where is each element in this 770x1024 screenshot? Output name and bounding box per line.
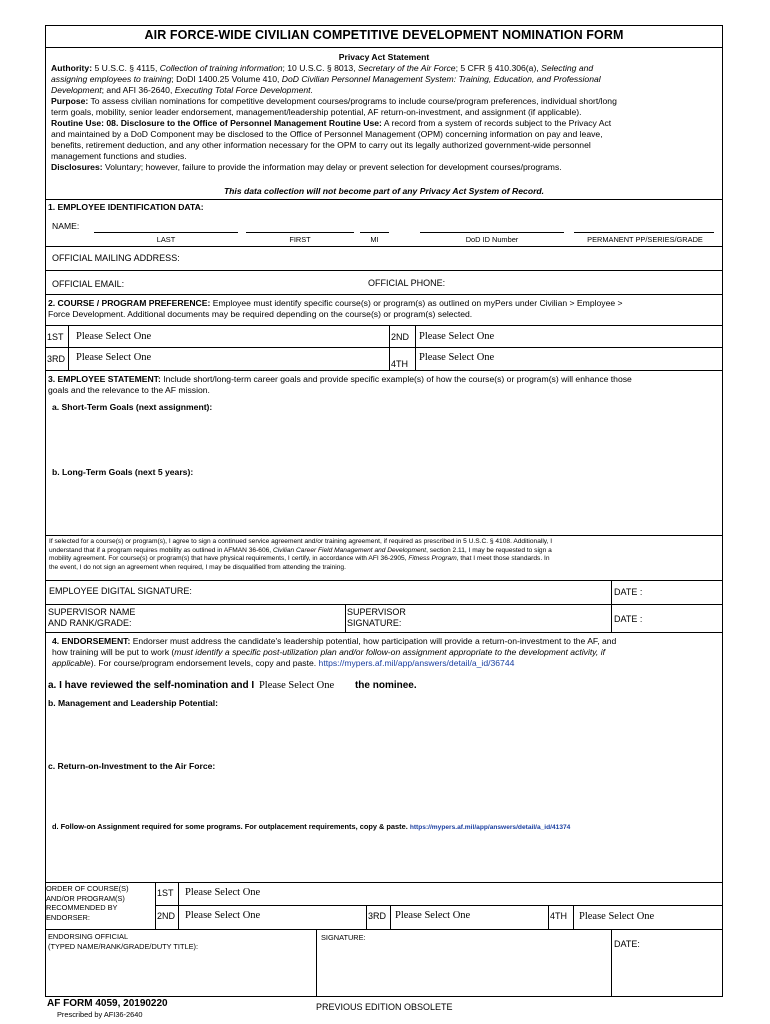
endorser-3rd-select[interactable]: Please Select One — [395, 910, 471, 921]
followon-label: d. Follow-on Assignment required for some programs. For outplacement requirements, copy & paste. https://mypers.af.mil/app/answers/detail/a_id/41374 — [52, 822, 571, 831]
endorser-2nd-label: 2ND — [157, 911, 176, 921]
endorser-1st-label: 1ST — [157, 888, 174, 898]
endorsement-levels-link[interactable]: https://mypers.af.mil/app/answers/detail/a_id/36744 — [318, 658, 515, 668]
dod-id-label: DoD ID Number — [465, 235, 519, 244]
section2-text: 2. COURSE / PROGRAM PREFERENCE: Employee must identify specific course(s) or program(s) as outlined on myPers under Civilian > Employee > Force Development. Additional documents may be required depending on the course(s) or program(s) selected. — [48, 298, 623, 319]
management-label: b. Management and Leadership Potential: — [48, 698, 218, 708]
endorser-signature-field[interactable] — [320, 945, 608, 993]
order-label: ORDER OF COURSE(S) AND/OR PROGRAM(S) RECOMMENDED BY ENDORSER: — [46, 884, 129, 922]
prescribed-by: Prescribed by AFI36-2640 — [57, 1010, 143, 1019]
outplacement-link[interactable]: https://mypers.af.mil/app/answers/detail/a_id/41374 — [409, 824, 571, 831]
first-label: FIRST — [289, 235, 311, 244]
phone-label: OFFICIAL PHONE: — [368, 278, 446, 288]
pref-3rd-label: 3RD — [47, 354, 66, 364]
form-id: AF FORM 4059, 20190220 — [47, 998, 168, 1009]
employee-signature-field[interactable] — [220, 582, 605, 600]
permanent-label: PERMANENT PP/SERIES/GRADE — [587, 235, 703, 244]
pref-4th-label: 4TH — [391, 359, 409, 369]
endorser-2nd-select[interactable]: Please Select One — [185, 910, 261, 921]
endorser-3rd-label: 3RD — [368, 911, 387, 921]
management-input[interactable] — [50, 710, 718, 758]
mi-field[interactable] — [360, 232, 389, 233]
mailing-address-input[interactable] — [200, 250, 718, 268]
supervisor-name-label: SUPERVISOR NAME AND RANK/GRADE: — [48, 607, 136, 628]
privacy-closing: This data collection will not become part of any Privacy Act System of Record. — [223, 186, 545, 196]
previous-edition: PREVIOUS EDITION OBSOLETE — [316, 1002, 453, 1012]
email-label: OFFICIAL EMAIL: — [52, 279, 125, 289]
employee-signature-label: EMPLOYEE DIGITAL SIGNATURE: — [49, 586, 192, 596]
pref-3rd-select[interactable]: Please Select One — [76, 352, 152, 363]
roi-input[interactable] — [50, 773, 718, 819]
section3-text: 3. EMPLOYEE STATEMENT: Include short/long-term career goals and provide specific example(s) of how the course(s) or program(s) will enhance those goals and the relevance to the AF mission. — [48, 374, 632, 395]
endorsing-official-label: ENDORSING OFFICIAL (TYPED NAME/RANK/GRADE/DUTY TITLE): — [48, 932, 199, 951]
agreement-text: If selected for a course(s) or program(s), I agree to sign a continued service agreement and/or training agreement, if required as prescribed in 5 U.S.C. § 4108. Additionally, I understand that if a program requires mobility as outlined in AFMAN 36-606, Civilian Career Field Management and Development, section 2.11, I may be requested to sign a mobility agreement. For course(s) or program(s) that have physical requirements, I certify, in accordance with AFI 36-2905, Fitness Program, that I meet those standards. In the event, I do not sign an agreement when required, I may be disqualified from attending the training. — [49, 538, 553, 571]
long-term-input[interactable] — [50, 479, 718, 531]
roi-label: c. Return-on-Investment to the Air Force: — [48, 761, 216, 771]
reviewed-select[interactable]: Please Select One — [258, 680, 335, 691]
pref-1st-select[interactable]: Please Select One — [76, 331, 152, 342]
name-label: NAME: — [52, 221, 80, 231]
short-term-label: a. Short-Term Goals (next assignment): — [52, 402, 213, 412]
mailing-label: OFFICIAL MAILING ADDRESS: — [52, 253, 180, 263]
dod-id-field[interactable] — [420, 232, 564, 233]
form-title: AIR FORCE-WIDE CIVILIAN COMPETITIVE DEVELOPMENT NOMINATION FORM — [144, 28, 624, 42]
supervisor-date-label: DATE : — [614, 614, 643, 624]
short-term-input[interactable] — [50, 414, 718, 462]
privacy-heading: Privacy Act Statement — [338, 52, 430, 62]
permanent-grade-field[interactable] — [574, 232, 714, 233]
first-name-field[interactable] — [246, 232, 354, 233]
employee-date-label: DATE : — [614, 587, 643, 597]
section4-text: 4. ENDORSEMENT: Endorser must address the candidate's leadership potential, how participation will provide a return-on-investment to the AF, and how training will be put to work (must identify a specific post-utilization plan and/or follow-on assignment appropriate to the development activity, if applicable). For course/program endorsement levels, copy and paste. https://mypers.af.mil/app/answers/detail/a_id/36744 — [52, 636, 617, 668]
pref-2nd-label: 2ND — [391, 332, 410, 342]
endorser-signature-label: SIGNATURE: — [321, 933, 366, 942]
pref-4th-select[interactable]: Please Select One — [419, 352, 495, 363]
followon-input[interactable] — [50, 834, 718, 880]
supervisor-signature-label: SUPERVISOR SIGNATURE: — [347, 607, 406, 628]
last-label: LAST — [156, 235, 176, 244]
last-name-field[interactable] — [94, 232, 238, 233]
long-term-label: b. Long-Term Goals (next 5 years): — [52, 467, 194, 477]
section1-heading: 1. EMPLOYEE IDENTIFICATION DATA: — [48, 202, 204, 212]
endorser-1st-select[interactable]: Please Select One — [185, 887, 261, 898]
pref-1st-label: 1ST — [47, 332, 64, 342]
endorser-4th-select[interactable]: Please Select One — [579, 911, 655, 922]
divider — [45, 47, 723, 48]
pref-2nd-select[interactable]: Please Select One — [419, 331, 495, 342]
mi-label: MI — [370, 235, 379, 244]
privacy-authority: Authority: 5 U.S.C. § 4115, Collection of training information; 10 U.S.C. § 8013, Secretary of the Air Force; 5 CFR § 410.306(a), Selecting and assigning employees to training; DoDI 1400.25 Volume 410, DoD Civilian Personnel Management System: Training, Education, and Professional Development; and AFI 36-2640, Executing Total Force Development. Purpose: To assess civilian nominations for competitive development courses/programs to include course/program preferences, individual short/long term goals, mobility, senior leader endorsement, management/leadership potential, AF return-on-investment, and assignment (if applicable). Routine Use: 08. Disclosure to the Office of Personnel Management Routine Use: A record from a system of records subject to the Privacy Act and maintained by a DoD Component may be disclosed to the Office of Personnel Management (OPM) concerning information on pay and leave, benefits, retirement deduction, and any other information necessary for the OPM to carry out its legally authorized government-wide personnel management functions and studies. Disclosures: Voluntary; however, failure to provide the information may delay or prevent selection for development courses/programs. — [51, 63, 617, 172]
endorser-date-label: DATE: — [614, 939, 640, 949]
endorser-4th-label: 4TH — [550, 911, 568, 921]
reviewed-line: a. I have reviewed the self-nomination and I Please Select One the nominee. — [48, 680, 417, 691]
